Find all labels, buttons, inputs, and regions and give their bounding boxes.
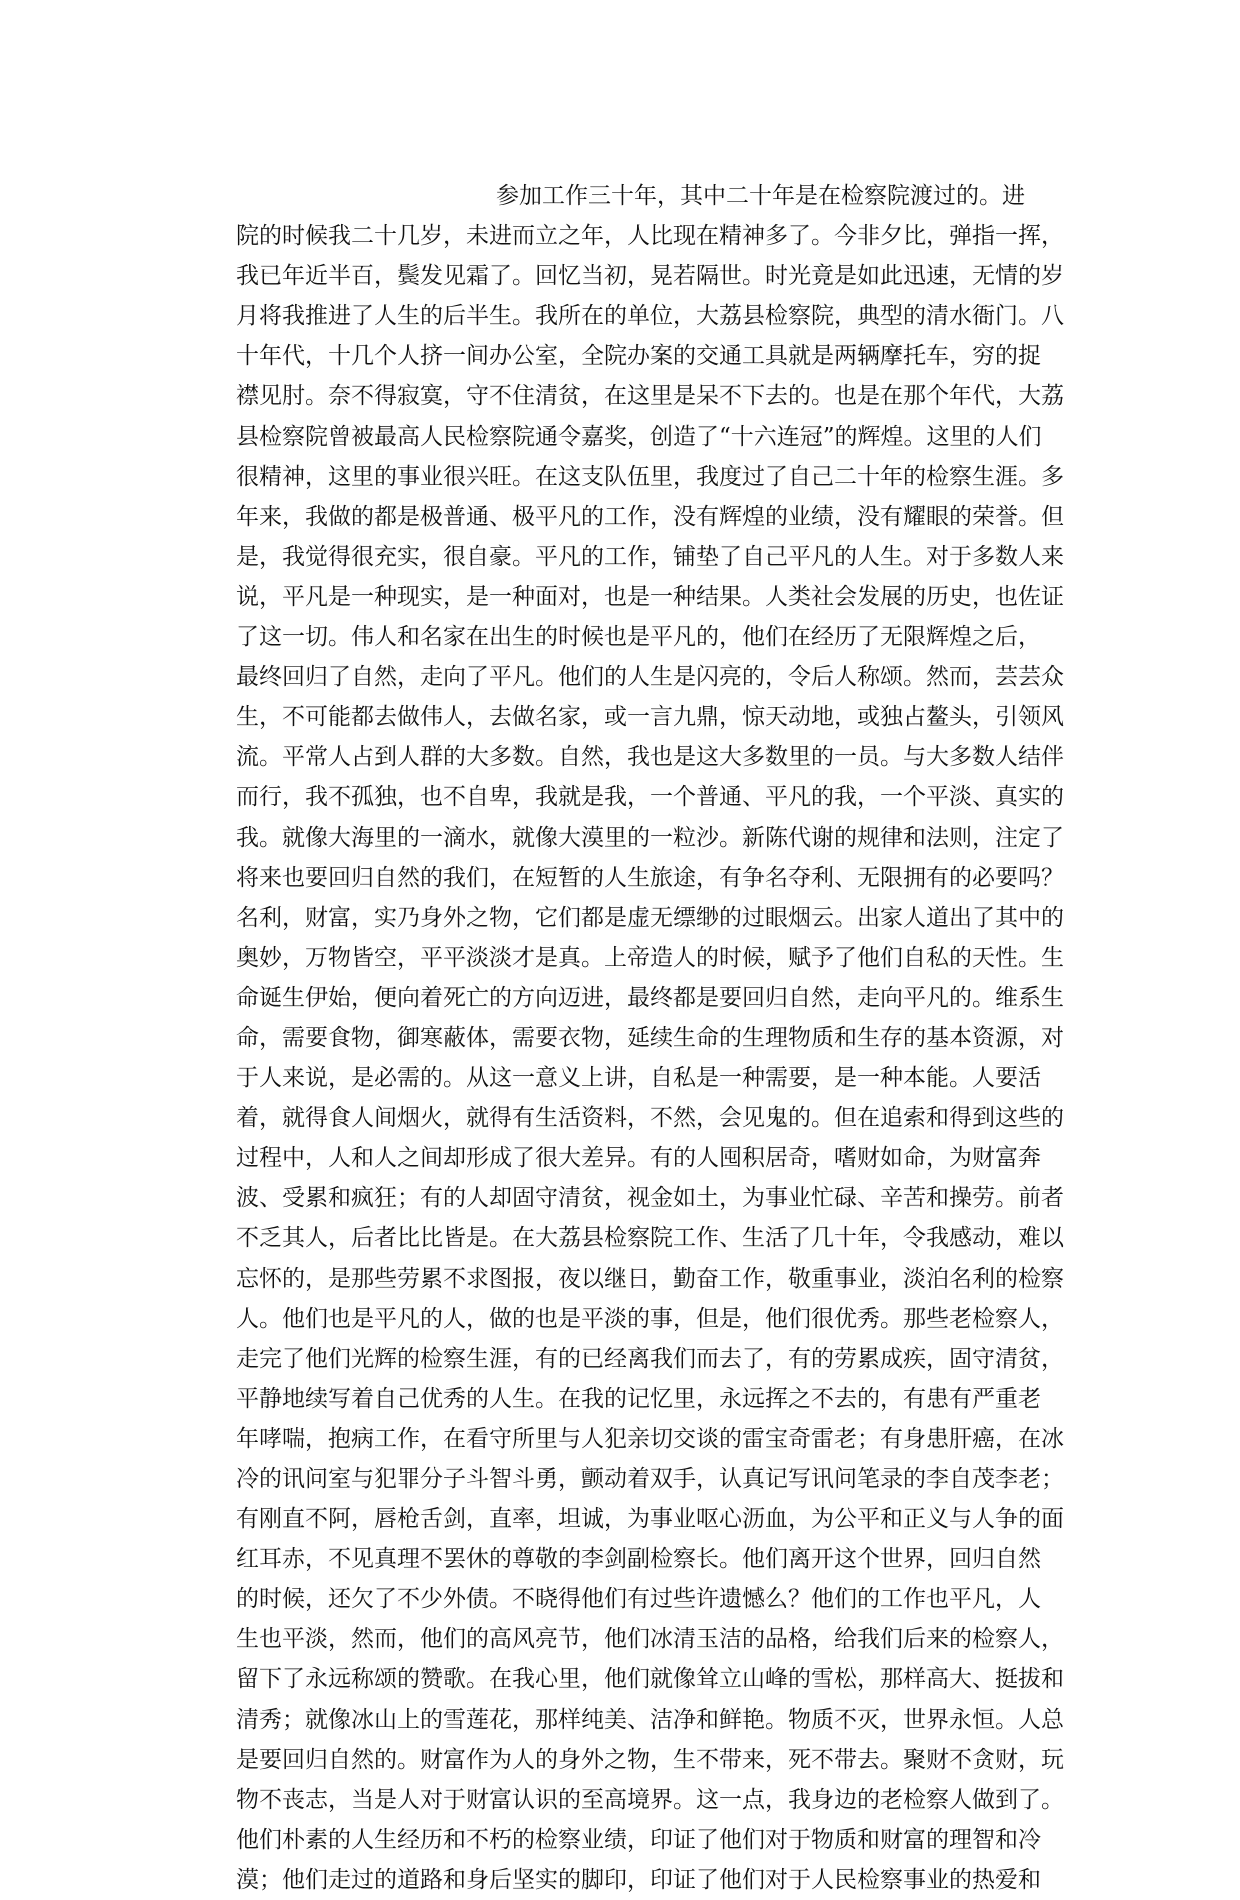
paragraph-line: 人。他们也是平凡的人，做的也是平淡的事，但是，他们很优秀。那些老检察人， xyxy=(236,1305,1064,1332)
paragraph-line: 他们朴素的人生经历和不朽的检察业绩，印证了他们对于物质和财富的理智和冷 xyxy=(236,1826,1041,1853)
paragraph-line: 十年代，十几个人挤一间办公室，全院办案的交通工具就是两辆摩托车，穷的捉 xyxy=(236,343,1041,370)
paragraph-line: 年哮喘，抱病工作，在看守所里与人犯亲切交谈的雷宝奇雷老；有身患肝癌，在冰 xyxy=(236,1425,1064,1452)
paragraph-line: 襟见肘。奈不得寂寞，守不住清贫，在这里是呆不下去的。也是在那个年代，大荔 xyxy=(236,383,1064,410)
paragraph-line: 于人来说，是必需的。从这一意义上讲，自私是一种需要，是一种本能。人要活 xyxy=(236,1065,1041,1092)
paragraph-line: 漠；他们走过的道路和身后坚实的脚印，印证了他们对于人民检察事业的热爱和 xyxy=(236,1866,1041,1893)
paragraph-line: 生，不可能都去做伟人，去做名家，或一言九鼎，惊天动地，或独占鳌头，引领风 xyxy=(236,704,1064,731)
paragraph-line: 清秀；就像冰山上的雪莲花，那样纯美、洁净和鲜艳。物质不灭，世界永恒。人总 xyxy=(236,1706,1064,1733)
paragraph-line: 我已年近半百，鬓发见霜了。回忆当初，晃若隔世。时光竟是如此迅速，无情的岁 xyxy=(236,263,1064,290)
paragraph-line: 物不丧志，当是人对于财富认识的至高境界。这一点，我身边的老检察人做到了。 xyxy=(236,1786,1064,1813)
paragraph-line: 年来，我做的都是极普通、极平凡的工作，没有辉煌的业绩，没有耀眼的荣誉。但 xyxy=(236,503,1064,530)
paragraph-line: 红耳赤，不见真理不罢休的尊敬的李剑副检察长。他们离开这个世界，回归自然 xyxy=(236,1546,1041,1573)
paragraph-line: 冷的讯问室与犯罪分子斗智斗勇，颤动着双手，认真记写讯问笔录的李自茂李老； xyxy=(236,1466,1064,1492)
paragraph-line: 忘怀的，是那些劳累不求图报，夜以继日，勤奋工作，敬重事业，淡泊名利的检察 xyxy=(236,1265,1064,1292)
paragraph-line: 院的时候我二十几岁，未进而立之年，人比现在精神多了。今非夕比，弹指一挥， xyxy=(236,223,1064,250)
paragraph-line: 过程中，人和人之间却形成了很大差异。有的人囤积居奇，嗜财如命，为财富奔 xyxy=(236,1145,1041,1172)
paragraph-line: 奥妙，万物皆空，平平淡淡才是真。上帝造人的时候，赋予了他们自私的天性。生 xyxy=(236,944,1064,971)
paragraph-line: 是要回归自然的。财富作为人的身外之物，生不带来，死不带去。聚财不贪财，玩 xyxy=(236,1746,1064,1773)
paragraph-line: 县检察院曾被最高人民检察院通令嘉奖，创造了“十六连冠”的辉煌。这里的人们 xyxy=(236,423,1042,450)
paragraph-line: 着，就得食人间烟火，就得有生活资料，不然，会见鬼的。但在追索和得到这些的 xyxy=(236,1105,1064,1132)
paragraph-line: 留下了永远称颂的赞歌。在我心里，他们就像耸立山峰的雪松，那样高大、挺拔和 xyxy=(236,1666,1064,1693)
paragraph-line: 名利，财富，实乃身外之物，它们都是虚无缥缈的过眼烟云。出家人道出了其中的 xyxy=(236,904,1064,931)
paragraph-line: 有刚直不阿，唇枪舌剑，直率，坦诚，为事业呕心沥血，为公平和正义与人争的面 xyxy=(236,1506,1064,1533)
paragraph-line: 将来也要回归自然的我们，在短暂的人生旅途，有争名夺利、无限拥有的必要吗？ xyxy=(236,864,1064,891)
paragraph-line: 是，我觉得很充实，很自豪。平凡的工作，铺垫了自己平凡的人生。对于多数人来 xyxy=(236,543,1064,570)
paragraph-line: 很精神，这里的事业很兴旺。在这支队伍里，我度过了自己二十年的检察生涯。多 xyxy=(236,463,1064,490)
paragraph-line: 命，需要食物，御寒蔽体，需要衣物，延续生命的生理物质和生存的基本资源，对 xyxy=(236,1024,1064,1051)
paragraph-line: 最终回归了自然，走向了平凡。他们的人生是闪亮的，令后人称颂。然而，芸芸众 xyxy=(236,664,1064,691)
paragraph-line: 波、受累和疯狂；有的人却固守清贫，视金如土，为事业忙碌、辛苦和操劳。前者 xyxy=(236,1185,1064,1212)
paragraph-first-line: 参加工作三十年，其中二十年是在检察院渡过的。进 xyxy=(496,183,1025,209)
paragraph-line: 说，平凡是一种现实，是一种面对，也是一种结果。人类社会发展的历史，也佐证 xyxy=(236,583,1064,610)
paragraph-line: 流。平常人占到人群的大多数。自然，我也是这大多数里的一员。与大多数人结伴 xyxy=(236,744,1064,771)
paragraph-line: 走完了他们光辉的检察生涯，有的已经离我们而去了，有的劳累成疾，固守清贫， xyxy=(236,1345,1064,1372)
paragraph-line: 的时候，还欠了不少外债。不晓得他们有过些许遗憾么？他们的工作也平凡，人 xyxy=(236,1586,1041,1613)
body-text xyxy=(236,176,1064,1900)
paragraph-line: 命诞生伊始，便向着死亡的方向迈进，最终都是要回归自然，走向平凡的。维系生 xyxy=(236,984,1064,1011)
paragraph-line: 而行，我不孤独，也不自卑，我就是我，一个普通、平凡的我，一个平淡、真实的 xyxy=(236,784,1064,811)
paragraph-line: 我。就像大海里的一滴水，就像大漠里的一粒沙。新陈代谢的规律和法则，注定了 xyxy=(236,824,1064,851)
paragraph-line: 不乏其人，后者比比皆是。在大荔县检察院工作、生活了几十年，令我感动，难以 xyxy=(236,1225,1064,1252)
paragraph-line: 月将我推进了人生的后半生。我所在的单位，大荔县检察院，典型的清水衙门。八 xyxy=(236,303,1064,330)
paragraph-line: 了这一切。伟人和名家在出生的时候也是平凡的，他们在经历了无限辉煌之后， xyxy=(236,624,1041,651)
paragraph-line: 生也平淡，然而，他们的高风亮节，他们冰清玉洁的品格，给我们后来的检察人， xyxy=(236,1626,1064,1653)
paragraph-line: 平静地续写着自己优秀的人生。在我的记忆里，永远挥之不去的，有患有严重老 xyxy=(236,1385,1041,1412)
